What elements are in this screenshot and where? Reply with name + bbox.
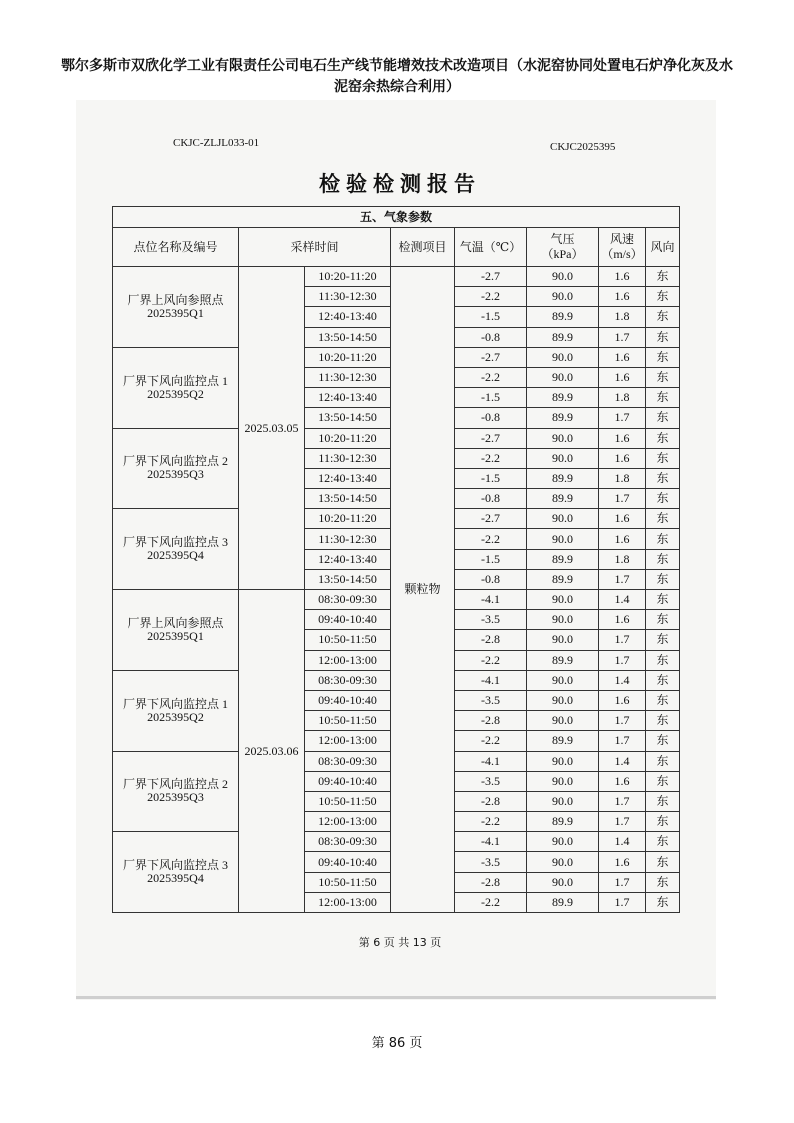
wind-direction: 东 [646,307,680,327]
header-location: 点位名称及编号 [113,228,239,267]
sampling-time: 13:50-14:50 [305,327,391,347]
wind-direction: 东 [646,872,680,892]
sampling-time: 13:50-14:50 [305,408,391,428]
location-name: 厂界下风向监控点 1 [122,696,228,711]
pressure: 89.9 [527,489,599,509]
location-cell [113,428,239,509]
sampling-time: 10:50-11:50 [305,791,391,811]
pressure: 90.0 [527,367,599,387]
pressure: 90.0 [527,630,599,650]
sampling-time: 10:20-11:20 [305,347,391,367]
wind-direction: 东 [646,448,680,468]
sampling-time: 12:40-13:40 [305,388,391,408]
temperature: -2.8 [455,872,527,892]
wind-speed: 1.6 [599,347,646,367]
temperature: -1.5 [455,549,527,569]
pressure: 90.0 [527,791,599,811]
wind-direction: 东 [646,529,680,549]
temperature: -1.5 [455,307,527,327]
wind-speed: 1.7 [599,872,646,892]
wind-speed: 1.7 [599,892,646,912]
location-code: 2025395Q1 [147,628,204,643]
pressure: 89.9 [527,812,599,832]
wind-direction: 东 [646,549,680,569]
wind-speed: 1.6 [599,771,646,791]
location-code: 2025395Q3 [147,790,204,805]
pressure: 90.0 [527,529,599,549]
pressure: 89.9 [527,307,599,327]
temperature: -2.2 [455,529,527,549]
temperature: -2.2 [455,287,527,307]
wind-direction: 东 [646,468,680,488]
wind-direction: 东 [646,388,680,408]
sampling-date: 2025.03.05 [239,267,305,590]
temperature: -2.2 [455,892,527,912]
sampling-time: 08:30-09:30 [305,832,391,852]
temperature: -4.1 [455,670,527,690]
pressure: 90.0 [527,852,599,872]
sampling-time: 08:30-09:30 [305,590,391,610]
wind-speed: 1.7 [599,711,646,731]
location-name: 厂界下风向监控点 1 [122,373,228,388]
location-cell [113,267,239,348]
wind-speed: 1.6 [599,610,646,630]
location-name: 厂界下风向监控点 2 [122,777,228,792]
wind-direction: 东 [646,771,680,791]
pressure: 90.0 [527,832,599,852]
wind-speed: 1.6 [599,287,646,307]
sampling-time: 10:50-11:50 [305,872,391,892]
wind-direction: 东 [646,590,680,610]
wind-speed: 1.7 [599,569,646,589]
wind-direction: 东 [646,892,680,912]
pressure: 89.9 [527,388,599,408]
pressure: 89.9 [527,569,599,589]
wind-direction: 东 [646,791,680,811]
wind-direction: 东 [646,751,680,771]
wind-speed: 1.7 [599,630,646,650]
table-row [113,267,680,287]
sampling-date: 2025.03.06 [239,590,305,913]
wind-direction: 东 [646,812,680,832]
section-title: 五、气象参数 [113,207,680,228]
pressure: 90.0 [527,509,599,529]
temperature: -2.8 [455,711,527,731]
location-code: 2025395Q2 [147,709,204,724]
wind-direction: 东 [646,650,680,670]
wind-speed: 1.6 [599,428,646,448]
location-name: 厂界上风向参照点 [127,615,224,630]
temperature: -0.8 [455,327,527,347]
report-page-number: 第 6 页 共 13 页 [358,936,442,949]
sampling-time: 10:20-11:20 [305,428,391,448]
location-code: 2025395Q1 [147,305,204,320]
header-temp: 气温（℃） [455,228,527,267]
temperature: -0.8 [455,408,527,428]
location-code: 2025395Q2 [147,386,204,401]
sampling-time: 12:40-13:40 [305,468,391,488]
wind-direction: 东 [646,610,680,630]
wind-speed: 1.4 [599,670,646,690]
wind-speed: 1.4 [599,751,646,771]
wind-speed: 1.7 [599,650,646,670]
temperature: -2.2 [455,731,527,751]
temperature: -0.8 [455,569,527,589]
location-name: 厂界下风向监控点 3 [122,858,228,873]
temperature: -2.7 [455,428,527,448]
pressure: 89.9 [527,408,599,428]
wind-direction: 东 [646,852,680,872]
location-name: 厂界上风向参照点 [127,292,224,307]
temperature: -2.2 [455,650,527,670]
wind-direction: 东 [646,367,680,387]
temperature: -1.5 [455,388,527,408]
wind-direction: 东 [646,287,680,307]
sampling-time: 09:40-10:40 [305,771,391,791]
header-wind-dir: 风向 [646,228,680,267]
wind-direction: 东 [646,347,680,367]
temperature: -4.1 [455,832,527,852]
wind-direction: 东 [646,630,680,650]
report-title: 检验检测报告 [319,171,481,196]
wind-speed: 1.7 [599,812,646,832]
pressure: 89.9 [527,731,599,751]
temperature: -2.8 [455,791,527,811]
pressure: 90.0 [527,690,599,710]
location-code: 2025395Q3 [147,467,204,482]
location-name: 厂界下风向监控点 3 [122,535,228,550]
temperature: -0.8 [455,489,527,509]
wind-speed: 1.6 [599,367,646,387]
location-cell [113,670,239,751]
pressure: 89.9 [527,327,599,347]
sampling-time: 09:40-10:40 [305,690,391,710]
sampling-time: 09:40-10:40 [305,852,391,872]
pressure: 90.0 [527,872,599,892]
wind-direction: 东 [646,489,680,509]
pressure: 89.9 [527,549,599,569]
page-footer: 第 86 页 [371,1036,423,1051]
temperature: -2.2 [455,367,527,387]
wind-direction: 东 [646,670,680,690]
wind-speed: 1.7 [599,327,646,347]
wind-speed: 1.7 [599,408,646,428]
sampling-time: 10:50-11:50 [305,711,391,731]
location-cell [113,590,239,671]
wind-speed: 1.8 [599,549,646,569]
temperature: -2.7 [455,267,527,287]
wind-direction: 东 [646,711,680,731]
sampling-time: 10:20-11:20 [305,267,391,287]
pressure: 90.0 [527,610,599,630]
pressure: 90.0 [527,751,599,771]
sampling-time: 13:50-14:50 [305,569,391,589]
pressure: 90.0 [527,711,599,731]
wind-speed: 1.8 [599,468,646,488]
wind-speed: 1.6 [599,509,646,529]
wind-speed: 1.7 [599,731,646,751]
temperature: -2.7 [455,509,527,529]
pressure: 90.0 [527,287,599,307]
pressure: 89.9 [527,650,599,670]
wind-speed: 1.8 [599,307,646,327]
temperature: -3.5 [455,610,527,630]
header-time: 采样时间 [239,228,391,267]
location-name: 厂界下风向监控点 2 [122,454,228,469]
wind-direction: 东 [646,408,680,428]
sampling-time: 08:30-09:30 [305,751,391,771]
wind-speed: 1.7 [599,791,646,811]
wind-speed: 1.6 [599,448,646,468]
pressure: 90.0 [527,448,599,468]
wind-direction: 东 [646,569,680,589]
location-cell [113,751,239,832]
sampling-time: 12:00-13:00 [305,892,391,912]
wind-direction: 东 [646,509,680,529]
location-cell [113,347,239,428]
form-code: CKJC-ZLJL033-01 [173,137,260,149]
temperature: -3.5 [455,690,527,710]
location-cell [113,832,239,913]
temperature: -4.1 [455,590,527,610]
sampling-time: 12:00-13:00 [305,650,391,670]
temperature: -4.1 [455,751,527,771]
sampling-time: 11:30-12:30 [305,287,391,307]
wind-speed: 1.6 [599,267,646,287]
sampling-time: 10:50-11:50 [305,630,391,650]
pressure: 90.0 [527,347,599,367]
temperature: -3.5 [455,852,527,872]
location-code: 2025395Q4 [147,548,204,563]
pressure: 90.0 [527,267,599,287]
temperature: -2.2 [455,448,527,468]
wind-direction: 东 [646,832,680,852]
sampling-time: 11:30-12:30 [305,367,391,387]
header-pressure: 气压 （kPa） [527,228,599,267]
pressure: 90.0 [527,670,599,690]
sampling-time: 10:20-11:20 [305,509,391,529]
sampling-time: 13:50-14:50 [305,489,391,509]
sampling-time: 11:30-12:30 [305,529,391,549]
temperature: -1.5 [455,468,527,488]
pressure: 90.0 [527,771,599,791]
pressure: 89.9 [527,468,599,488]
sampling-time: 11:30-12:30 [305,448,391,468]
temperature: -2.2 [455,812,527,832]
wind-direction: 东 [646,690,680,710]
wind-speed: 1.8 [599,388,646,408]
header-item: 检测项目 [391,228,455,267]
test-item: 颗粒物 [391,267,455,913]
wind-direction: 东 [646,327,680,347]
wind-speed: 1.7 [599,489,646,509]
wind-speed: 1.6 [599,529,646,549]
pressure: 90.0 [527,590,599,610]
pressure: 89.9 [527,892,599,912]
sampling-time: 09:40-10:40 [305,610,391,630]
document-title: 鄂尔多斯市双欣化学工业有限责任公司电石生产线节能增效技术改造项目（水泥窑协同处置电石炉净化灰及水泥窑余热综合利用） [61,58,733,95]
sampling-time: 12:40-13:40 [305,307,391,327]
sampling-time: 12:00-13:00 [305,812,391,832]
temperature: -3.5 [455,771,527,791]
wind-speed: 1.4 [599,832,646,852]
sampling-time: 12:00-13:00 [305,731,391,751]
wind-speed: 1.6 [599,690,646,710]
header-wind-speed: 风速 （m/s） [599,228,646,267]
wind-speed: 1.4 [599,590,646,610]
location-cell [113,509,239,590]
weather-parameter-table [112,206,680,913]
wind-direction: 东 [646,731,680,751]
temperature: -2.8 [455,630,527,650]
wind-direction: 东 [646,267,680,287]
wind-speed: 1.6 [599,852,646,872]
wind-direction: 东 [646,428,680,448]
pressure: 90.0 [527,428,599,448]
temperature: -2.7 [455,347,527,367]
scan-bottom-edge [76,996,716,999]
report-number: CKJC2025395 [550,141,616,153]
sampling-time: 12:40-13:40 [305,549,391,569]
location-code: 2025395Q4 [147,871,204,886]
sampling-time: 08:30-09:30 [305,670,391,690]
